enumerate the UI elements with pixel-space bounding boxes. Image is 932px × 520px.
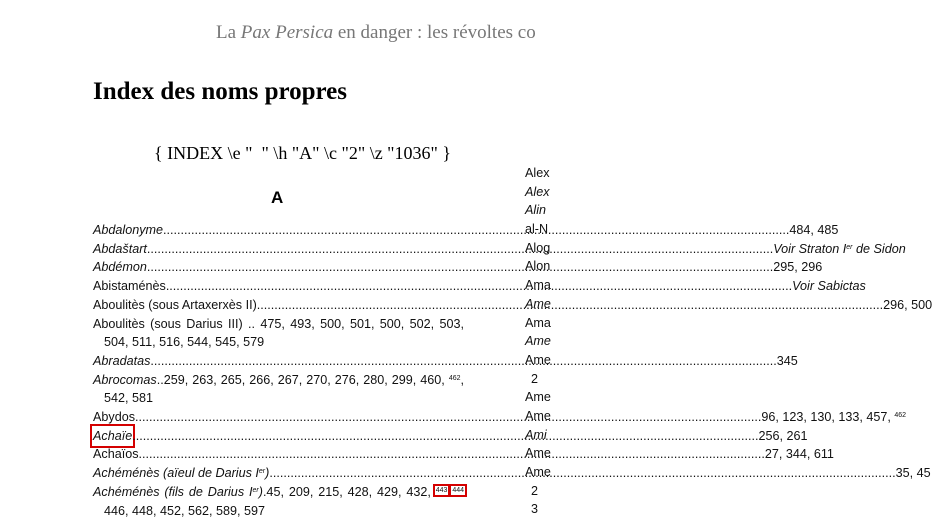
dot-leader: [132, 427, 758, 446]
entry-pages: 35, 45: [895, 466, 931, 481]
running-head: [216, 22, 536, 44]
entry-page-sup-highlighted: 443: [435, 486, 448, 494]
dot-leader: [269, 464, 895, 483]
right-column-entry: Ame: [525, 334, 551, 349]
entry-name: Abdémon: [93, 260, 147, 275]
dot-leader: [150, 352, 776, 371]
page-title: Index des noms propres: [93, 78, 347, 105]
entry-pages: 259, 263, 265, 266, 267, 270, 276, 280, 299, 460,: [163, 372, 445, 387]
dot-leader: [163, 221, 789, 240]
index-entry: Abrocomas..259, 263, 265, 266, 267, 270, 276, 280, 299, 460, $^{462}$, 542, 581: [93, 372, 464, 406]
index-entry: [93, 483, 464, 520]
dot-leader: [135, 408, 761, 427]
right-column-entry: Alex: [525, 166, 550, 180]
entry-name: Achéménès (fils de Darius Ier): [93, 484, 263, 499]
entry-pages: 296, 500: [883, 297, 932, 312]
index-field-code: { INDEX \e " " \h "A" \c "2" \z "1036" }: [154, 143, 452, 163]
entry-name: Aboulitès (sous Darius III): [93, 316, 243, 331]
entry-pages: 96, 123, 130, 133, 457,: [761, 410, 895, 425]
entry-pages: 484, 485: [789, 223, 839, 237]
entry-pages: 475, 493, 500, 501, 500, 502, 503, 504, 511, 516, 544, 545, 579: [104, 316, 464, 350]
entry-pages: 27, 344, 611: [764, 447, 834, 462]
right-column-entry: Ame: [525, 390, 551, 405]
entry-name: Abradatas: [93, 353, 151, 368]
running-head-italic: Pax Persica: [240, 22, 334, 43]
entry-pages: .45, 209, 215, 428, 429, 432,: [262, 484, 436, 499]
right-column-entry: 3: [531, 502, 539, 517]
entry-pages: 345: [776, 353, 798, 368]
entry-page-sup-highlighted: 444: [452, 486, 464, 494]
running-head-prefix: La: [216, 22, 241, 43]
entry-name: Achéménès (aïeul de Darius Ier): [93, 466, 270, 481]
right-column-entry: 2: [531, 371, 539, 386]
right-column-entry: Ame: [525, 352, 551, 367]
entry-pages: 256, 261: [758, 428, 808, 443]
entry-cross-reference: Voir Sabictas: [792, 279, 866, 294]
right-column-entry: Ame: [525, 465, 551, 479]
dot-leader: [147, 258, 773, 277]
entry-page-sup: 462: [448, 374, 461, 382]
right-column-entry: Alin: [525, 203, 546, 218]
entry-cross-reference: Voir Straton Ier de Sidon: [773, 241, 906, 256]
right-column-entry: 2: [531, 483, 539, 498]
entry-name: Abydos: [93, 410, 136, 425]
index-entry: Aboulitès (sous Darius III) .. 475, 493, 500, 501, 500, 502, 503, 504, 511, 516, 544, 545, 579: [93, 316, 464, 350]
entry-name-highlighted: Achaïe: [93, 427, 132, 446]
entry-name: Abdalonyme: [93, 223, 164, 237]
running-head-suffix: en danger : les révoltes co: [333, 22, 536, 43]
dot-leader: [257, 296, 883, 315]
right-column-entry: Alog: [525, 240, 551, 255]
entry-name: Abistaménès: [93, 279, 166, 294]
entry-pages-cont: , 542, 581: [104, 372, 464, 406]
right-column-entry: al-N: [525, 222, 549, 237]
entry-pages-group: [761, 408, 906, 427]
entry-name: Achaïos: [93, 447, 139, 462]
right-column-entry: Ame: [525, 296, 551, 311]
entry-pages: 295, 296: [773, 260, 823, 275]
entry-name: Abrocomas: [93, 372, 157, 387]
right-column-entry: Ame: [525, 408, 551, 423]
entry-name: Aboulitès (sous Artaxerxès II): [93, 297, 257, 312]
right-column-entry: Ami: [525, 427, 547, 442]
entry-page-sup: 462: [894, 412, 907, 420]
letter-heading: A: [271, 188, 284, 207]
dot-leader: [139, 445, 765, 464]
right-column-entry: Alon: [525, 259, 551, 274]
entry-pages-cont: 446, 448, 452, 562, 589, 597: [104, 503, 266, 518]
right-column-entry: Ama: [525, 315, 551, 330]
entry-name: Abdaštart: [93, 241, 147, 256]
right-column-clipped: [525, 164, 565, 519]
dot-leader: [147, 240, 773, 259]
right-column-entry: Alex: [525, 184, 550, 199]
dot-leader: [166, 277, 792, 296]
right-column-entry: Ame: [525, 446, 551, 461]
right-column-entry: Ama: [525, 278, 551, 293]
